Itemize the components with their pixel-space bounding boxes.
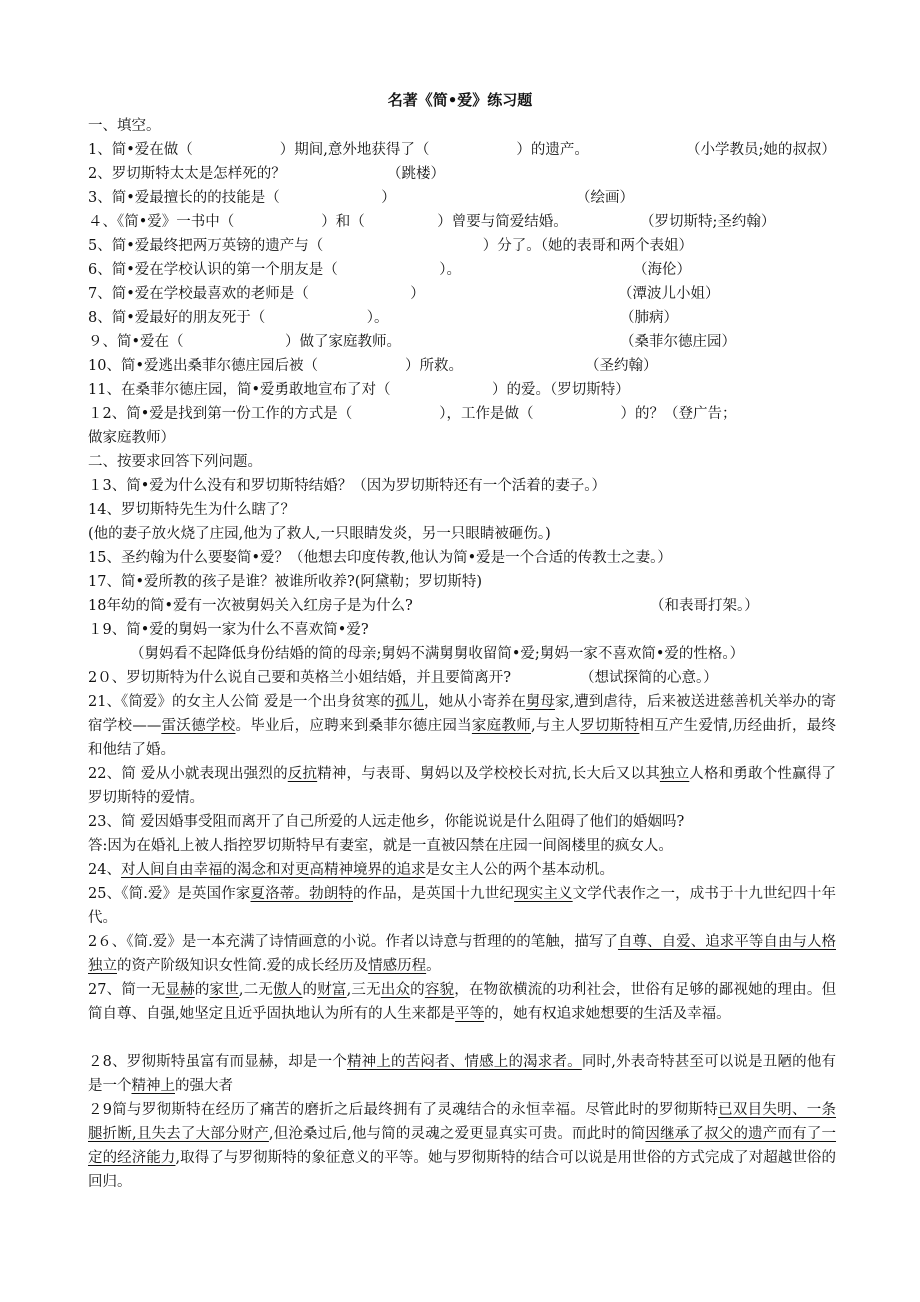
underlined-text: 自尊、自爱、追求平等自由与人格独立	[88, 934, 836, 974]
text: 相互产生爱情,历经曲折，最终和他结了婚。	[88, 718, 837, 758]
text: ２8、罗彻斯特虽富有而显赫，却是一个	[88, 1054, 347, 1070]
question-6: 6、简•爱在学校认识的第一个朋友是（ ）。	[88, 262, 462, 278]
question-19: １9、简•爱的舅妈一家为什么不喜欢简•爱?	[88, 622, 369, 638]
paragraph-26	[88, 930, 836, 978]
answer-1: （小学教员;她的叔叔）	[686, 142, 836, 158]
text: 21、《简爱》的女主人公简 爱是一个出身贫寒的	[88, 694, 395, 710]
question-17: 17、简•爱所教的孩子是谁？被谁所收养?(阿黛勒；罗切斯特)	[88, 574, 483, 590]
page-title: 名著《简•爱》练习题	[387, 91, 533, 109]
underlined-text: 因继承了叔父的遗产而有了一定的经济能力	[88, 1126, 837, 1166]
answer-3: （绘画）	[576, 190, 634, 206]
section-heading-fill: 一、填空。	[88, 118, 161, 134]
text: ,但沧桑过后,他与简的灵魂之爱更显真实可贵。而此时的简	[268, 1126, 646, 1142]
paragraph-28	[88, 1050, 836, 1098]
answer-18: （和表哥打架。）	[650, 598, 759, 614]
underlined-text: 孤儿	[394, 694, 425, 710]
underlined-text: 平等	[455, 1006, 485, 1022]
question-4: ４、《简•爱》一书中（ ）和（ ）曾要与简爱结婚。	[88, 214, 568, 230]
question-11: 11、在桑菲尔德庄园，简•爱勇敢地宣布了对（ ）的爱。（罗切斯特）	[88, 382, 630, 398]
underlined-text: 傲人	[273, 982, 303, 998]
answer-23: 答:因为在婚礼上被人指控罗切斯特早有妻室，就是一直被囚禁在庄园一间阁楼里的疯女人。	[88, 838, 673, 854]
question-14: 14、罗切斯特先生为什么瞎了？	[88, 502, 295, 518]
answer-14: (他的妻子放火烧了庄园,他为了救人,一只眼睛发炎，另一只眼睛被砸伤。)	[88, 526, 551, 542]
text: ,三无	[346, 982, 381, 998]
answer-8: （肺病）	[620, 310, 678, 326]
underlined-text: 夏洛蒂。勃朗特	[250, 886, 354, 902]
text: 的	[302, 982, 318, 998]
question-8: 8、简•爱最好的朋友死于（ ）。	[88, 310, 389, 326]
answer-2: （跳楼）	[387, 166, 445, 182]
underlined-text: 精神上的苦闷者、情感上的渴求者。	[346, 1054, 582, 1070]
question-12: １2、简•爱是找到第一份工作的方式是（ ），工作是做（ ）的？（登广告；	[88, 406, 737, 422]
question-5: 5、简•爱最终把两万英镑的遗产与（ ）分了。（她的表哥和两个表姐）	[88, 238, 694, 254]
text: ,与主人	[531, 718, 581, 734]
underlined-text: 对人间自由幸福的渴念和对更高精神境界的追求	[120, 862, 426, 878]
underlined-text: 反抗	[287, 766, 318, 782]
section-heading-qa: 二、按要求回答下列问题。	[88, 454, 262, 470]
text: 。	[426, 958, 441, 974]
text: 的	[410, 982, 425, 998]
text: ２9简与罗彻斯特在经历了痛苦的磨折之后最终拥有了灵魂结合的永恒幸福。尽管此时的罗彻斯特	[88, 1102, 719, 1118]
text: 文学代表作之一，成书于十九世纪四十年代。	[88, 886, 837, 926]
answer-4: （罗切斯特;圣约翰）	[640, 214, 776, 230]
question-2: 2、罗切斯特太太是怎样死的？	[88, 166, 286, 182]
question-13: １3、简•爱为什么没有和罗切斯特结婚？（因为罗切斯特还有一个活着的妻子。）	[88, 478, 607, 494]
question-1: 1、简•爱在做（ ）期间,意外地获得了（ ）的遗产。	[88, 142, 589, 158]
answer-6: （海伦）	[633, 262, 691, 278]
text: 22、简 爱从小就表现出强烈的	[88, 766, 288, 782]
underlined-text: 情感历程	[368, 958, 427, 974]
text: 人格和勇敢个性赢得了罗切斯特的爱情。	[88, 766, 837, 806]
answer-20: （想试探简的心意。）	[580, 670, 718, 686]
underlined-text: 出众	[380, 982, 411, 998]
text: 的，她有权追求她想要的生活及幸福。	[484, 1006, 731, 1022]
underlined-text: 已双目失明、一条腿折断,且失去了大部分财产	[88, 1102, 836, 1142]
text: 的作品，是英国十九世纪	[353, 886, 515, 902]
answer-10: （圣约翰）	[585, 358, 658, 374]
text: 是女主人公的两个基本动机。	[425, 862, 614, 878]
answer-7: （潭波儿小姐）	[618, 286, 720, 302]
text: 27、简一无	[88, 982, 166, 998]
answer-19: （舅妈看不起降低身份结婚的简的母亲;舅妈不满舅舅收留简•爱;舅妈一家不喜欢简•爱的性格。）	[130, 646, 745, 662]
underlined-text: 家庭教师	[471, 718, 532, 734]
text: 同时,外表奇特甚至可以说是丑陋的他有是一个	[88, 1054, 837, 1094]
text: 家,遭到虐待，后来被送进慈善机关举办的寄宿学校——	[88, 694, 837, 734]
paragraph-23: 23、简 爱因婚事受阻而离开了自己所爱的人远走他乡，你能说说是什么阻碍了他们的婚姻吗?	[88, 814, 685, 830]
text: 24、	[88, 862, 121, 878]
underlined-text: 独立	[659, 766, 690, 782]
question-9: ９、简•爱在（ ）做了家庭教师。	[88, 334, 402, 350]
question-18: 18年幼的简•爱有一次被舅妈关入红房子是为什么?	[88, 598, 413, 614]
text: 2６、《简.爱》是一本充满了诗情画意的小说。作者以诗意与哲理的的笔触，描写了	[88, 934, 618, 950]
text: ，在物欲横流的功利社会，世俗有足够的鄙视她的理由。但简自尊、自强,她坚定且近乎固执地认为所有的人生来都是	[88, 982, 837, 1022]
underlined-text: 家世	[209, 982, 239, 998]
underlined-text: 精神上	[131, 1078, 175, 1094]
text: ，她从小寄养在	[424, 694, 526, 710]
underlined-text: 财富	[317, 982, 347, 998]
text: 的资产阶级知识女性简.爱的成长经历及	[117, 958, 369, 974]
text: ,取得了与罗彻斯特的象征意义的平等。她与罗彻斯特的结合可以说是用世俗的方式完成了对超越世俗的回归。	[88, 1150, 837, 1190]
underlined-text: 现实主义	[514, 886, 573, 902]
paragraph-24	[88, 858, 614, 882]
question-7: 7、简•爱在学校最喜欢的老师是（ ）	[88, 286, 425, 302]
underlined-text: 罗切斯特	[580, 718, 640, 734]
underlined-text: 舅母	[525, 694, 555, 710]
underlined-text: 容貌	[424, 982, 455, 998]
text: 25、《简.爱》是英国作家	[88, 886, 251, 902]
answer-9: （桑菲尔德庄园）	[620, 334, 736, 350]
text: 。毕业后，应聘来到桑菲尔德庄园当	[235, 718, 472, 734]
question-10: 10、简•爱逃出桑菲尔德庄园后被（ ）所救。	[88, 358, 464, 374]
paragraph-27	[88, 978, 836, 1026]
underlined-text: 显赫	[165, 982, 195, 998]
paragraph-21	[88, 690, 836, 762]
question-3: 3、简•爱最擅长的的技能是（ ）	[88, 190, 396, 206]
text: ,二无	[238, 982, 274, 998]
question-15: 15、圣约翰为什么要娶简•爱？（他想去印度传教,他认为简•爱是一个合适的传教士之妻。）	[88, 550, 672, 566]
text: 精神，与表哥、舅妈以及学校校长对抗,长大后又以其	[317, 766, 660, 782]
question-12-continued: 做家庭教师）	[88, 430, 175, 446]
paragraph-22	[88, 762, 836, 810]
text: 的强大者	[175, 1078, 233, 1094]
underlined-text: 雷沃德学校	[161, 718, 236, 734]
paragraph-25	[88, 882, 836, 930]
question-20: 2０、罗切斯特为什么说自己要和英格兰小姐结婚，并且要简离开?	[88, 670, 511, 686]
paragraph-29	[88, 1098, 836, 1194]
text: 的	[194, 982, 210, 998]
